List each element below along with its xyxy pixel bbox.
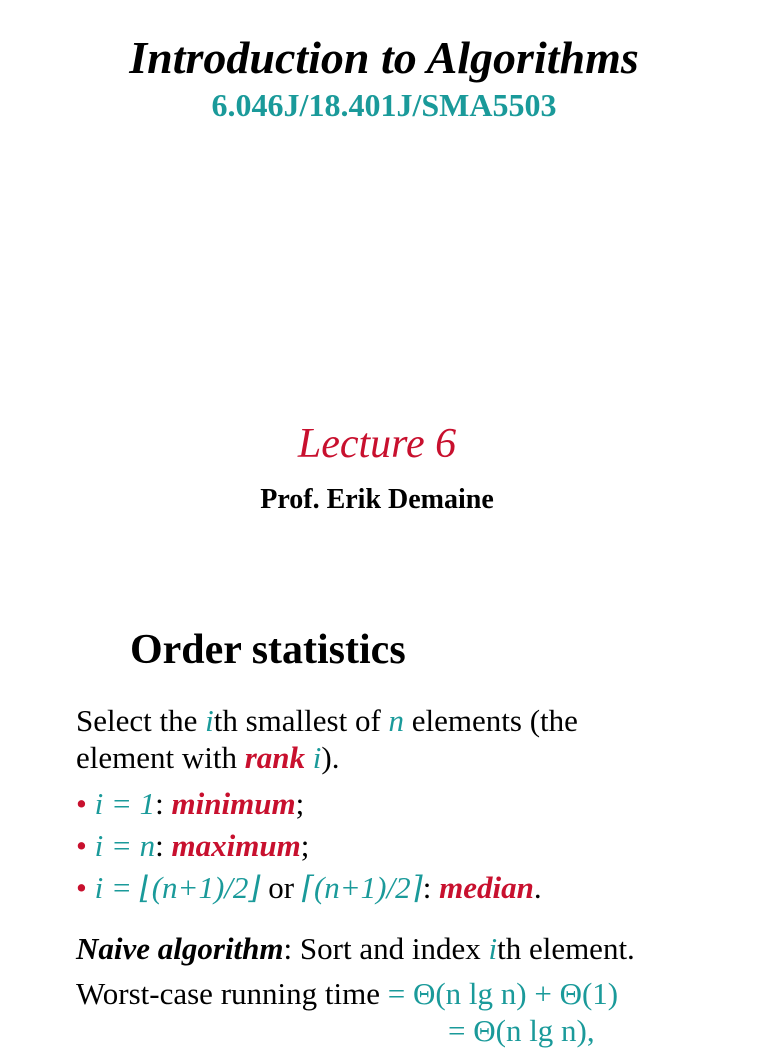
intro-text: element with xyxy=(76,740,245,775)
variable-i: i xyxy=(312,740,322,775)
bullet-colon: : xyxy=(155,786,172,821)
section-heading: Order statistics xyxy=(130,627,406,673)
bullet-term: median xyxy=(439,870,534,905)
bullet-icon: • xyxy=(76,786,87,821)
course-code: 6.046J/18.401J/SMA5503 xyxy=(211,87,557,123)
intro-line-1 xyxy=(76,702,578,740)
rank-term: rank xyxy=(244,740,306,775)
bullet-minimum xyxy=(76,785,304,823)
bullet-term: maximum xyxy=(171,828,301,863)
bullet-condition-alt: ⌈(n+1)/2⌉ xyxy=(301,870,423,905)
bullet-maximum xyxy=(76,827,309,865)
worst-formula: = Θ(n lg n) + Θ(1) xyxy=(387,976,619,1011)
worst-label: Worst-case running time xyxy=(76,976,388,1011)
bullet-condition: i = 1 xyxy=(86,786,156,821)
bullet-or: or xyxy=(260,870,302,905)
bullet-condition: i = ⌊(n+1)/2⌋ xyxy=(86,870,261,905)
bullet-median xyxy=(76,869,542,907)
intro-text: elements (the xyxy=(404,703,578,738)
naive-text: th element. xyxy=(497,931,635,966)
bullet-colon: : xyxy=(155,828,172,863)
bullet-term: minimum xyxy=(171,786,296,821)
worst-case-line xyxy=(76,975,618,1013)
bullet-colon: : xyxy=(422,870,440,905)
variable-i: i xyxy=(205,703,214,738)
variable-i: i xyxy=(488,931,498,966)
worst-formula-continued: = Θ(n lg n), xyxy=(448,1013,595,1048)
spacer xyxy=(305,740,313,775)
intro-text: Select the xyxy=(76,703,206,738)
intro-line-2 xyxy=(76,739,340,777)
professor-name: Prof. Erik Demaine xyxy=(260,484,494,515)
lecture-title: Lecture 6 xyxy=(297,421,457,467)
bullet-end: ; xyxy=(300,828,310,863)
naive-text: : Sort and index xyxy=(283,931,489,966)
naive-label: Naive algorithm xyxy=(76,931,284,966)
intro-text: ). xyxy=(321,740,340,775)
bullet-end: ; xyxy=(295,786,305,821)
bullet-condition: i = n xyxy=(86,828,156,863)
variable-n: n xyxy=(388,703,405,738)
bullet-icon: • xyxy=(76,870,87,905)
bullet-icon: • xyxy=(76,828,87,863)
bullet-end: . xyxy=(533,870,542,905)
intro-text: th smallest of xyxy=(213,703,389,738)
main-title: Introduction to Algorithms xyxy=(129,32,639,83)
naive-algorithm-line xyxy=(76,930,635,968)
